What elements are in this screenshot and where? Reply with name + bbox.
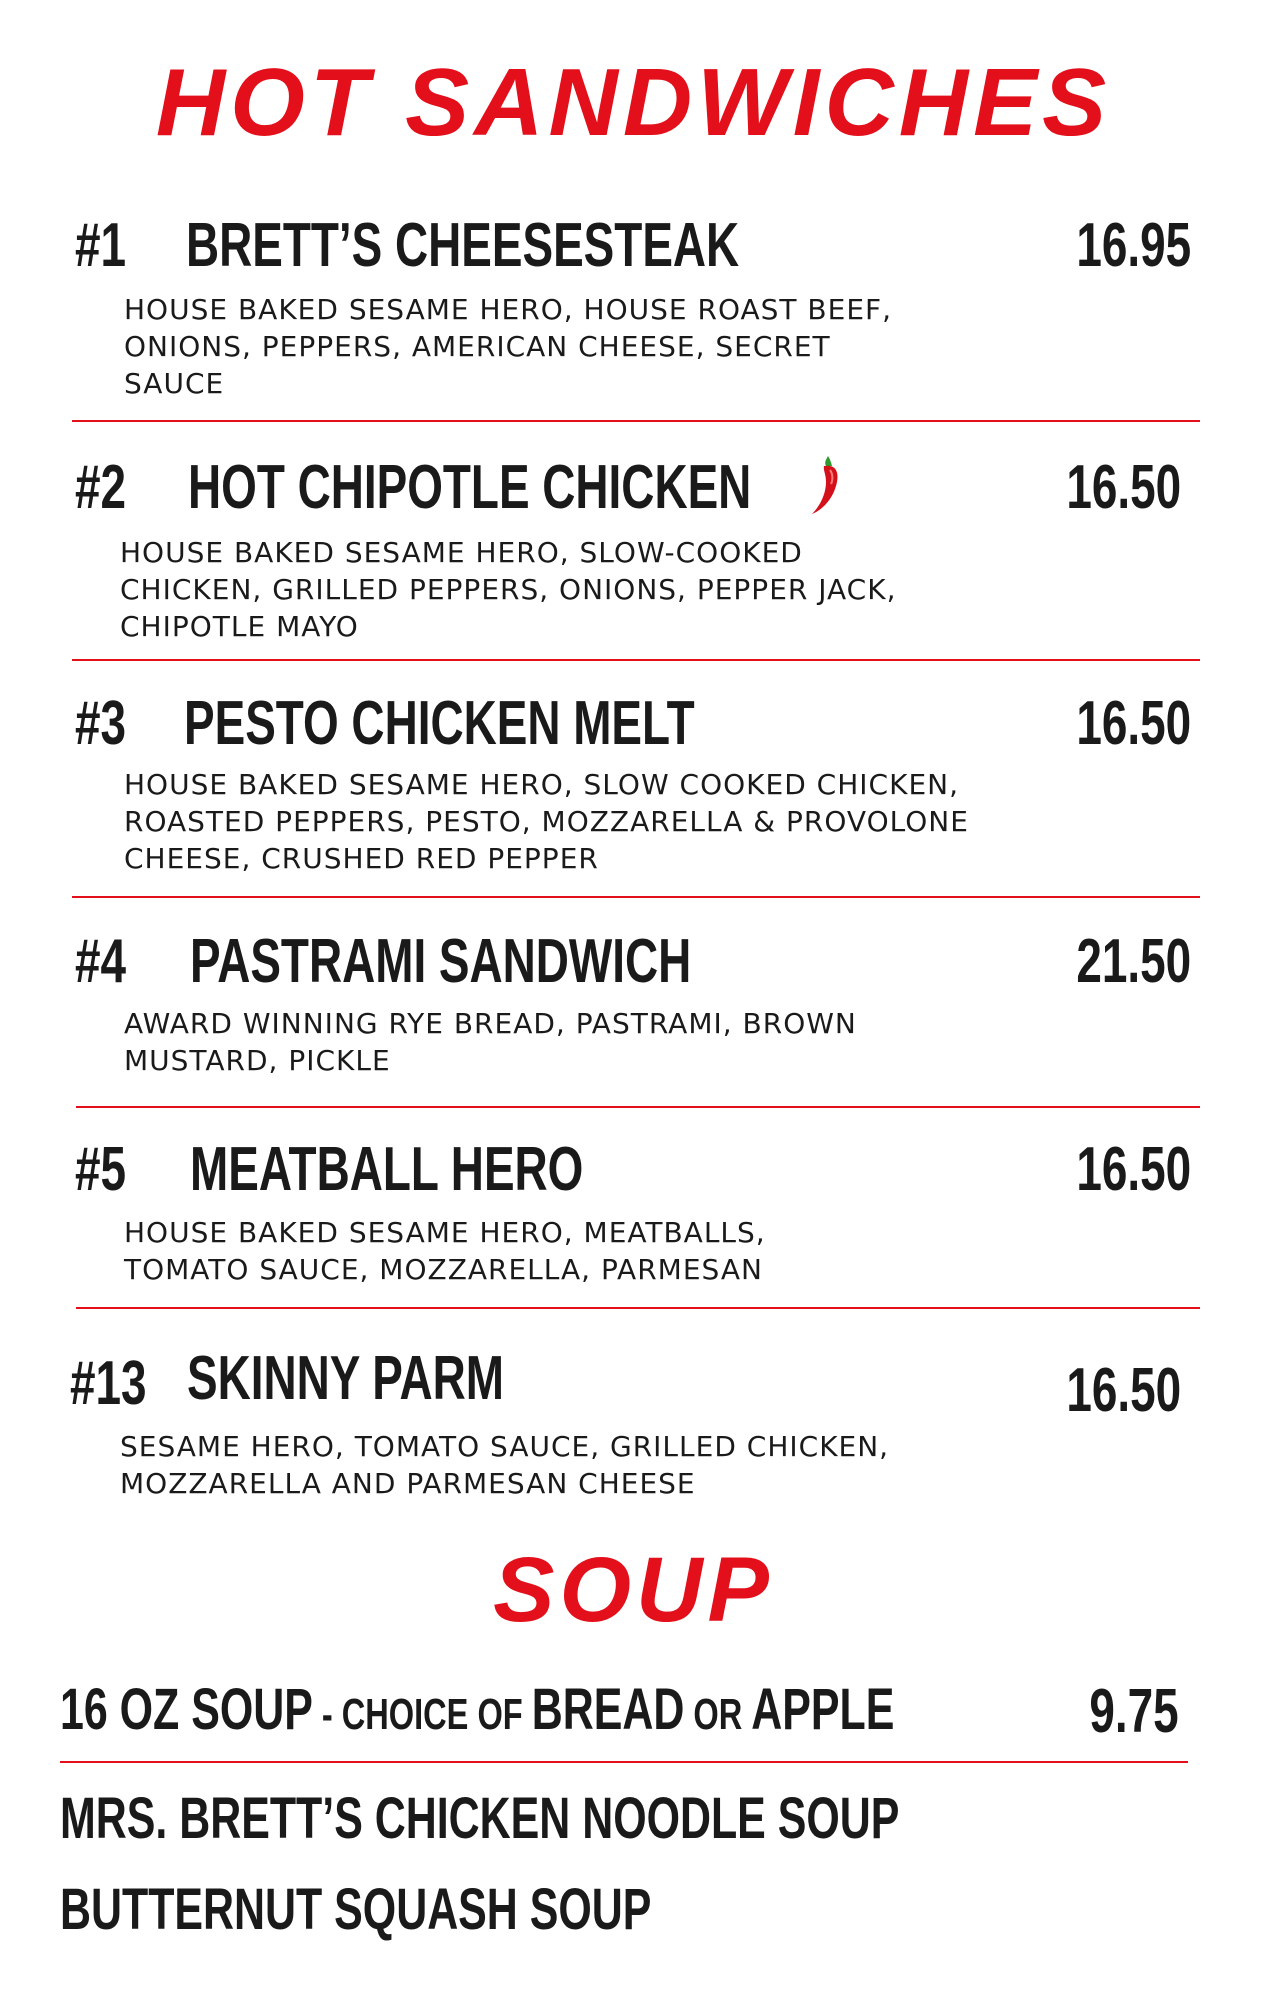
hot-sandwiches-title: HOT SANDWICHES (155, 49, 1112, 156)
soup-size-line (60, 1676, 894, 1743)
item-price: 16.95 (1076, 211, 1191, 280)
item-number: #4 (75, 927, 127, 996)
item-description: HOUSE BAKED SESAME HERO, SLOW-COOKED CHICKEN, GRILLED PEPPERS, ONIONS, PEPPER JACK, CHIPOTLE MAYO (120, 536, 897, 643)
soup-or: OR (684, 1690, 752, 1739)
divider (72, 420, 1200, 422)
divider (72, 896, 1200, 898)
divider (72, 659, 1200, 661)
item-name: HOT CHIPOTLE CHICKEN (188, 453, 752, 522)
item-price: 16.50 (1066, 453, 1181, 522)
divider (76, 1106, 1200, 1108)
item-name: SKINNY PARM (187, 1344, 504, 1413)
item-price: 16.50 (1076, 689, 1191, 758)
item-number: #5 (75, 1135, 127, 1204)
soup-option-chicken-noodle: MRS. BRETT’S CHICKEN NOODLE SOUP (60, 1786, 900, 1851)
soup-option-butternut-squash: BUTTERNUT SQUASH SOUP (60, 1877, 652, 1942)
soup-title: SOUP (493, 1539, 774, 1641)
item-description: SESAME HERO, TOMATO SAUCE, GRILLED CHICKEN, MOZZARELLA AND PARMESAN CHEESE (120, 1430, 890, 1500)
chili-pepper-icon (806, 452, 848, 518)
item-name: PASTRAMI SANDWICH (190, 927, 692, 996)
divider (76, 1307, 1200, 1309)
soup-size: 16 OZ SOUP (60, 1677, 313, 1742)
item-description: HOUSE BAKED SESAME HERO, HOUSE ROAST BEEF, ONIONS, PEPPERS, AMERICAN CHEESE, SECRET SAUCE (124, 293, 893, 400)
soup-price: 9.75 (1089, 1677, 1179, 1746)
soup-apple-option: APPLE (751, 1677, 895, 1742)
item-price: 21.50 (1076, 927, 1191, 996)
item-description: HOUSE BAKED SESAME HERO, SLOW COOKED CHICKEN, ROASTED PEPPERS, PESTO, MOZZARELLA & PROVOLONE CHEESE, CRUSHED RED PEPPER (124, 768, 969, 875)
divider (60, 1761, 1188, 1763)
soup-bread-option: BREAD (531, 1677, 685, 1742)
item-price: 16.50 (1066, 1356, 1181, 1425)
item-description: AWARD WINNING RYE BREAD, PASTRAMI, BROWN MUSTARD, PICKLE (124, 1007, 857, 1077)
soup-choice-prefix: - CHOICE OF (312, 1690, 532, 1739)
item-number: #2 (75, 453, 127, 522)
item-name: PESTO CHICKEN MELT (184, 689, 695, 758)
item-price: 16.50 (1076, 1135, 1191, 1204)
item-description: HOUSE BAKED SESAME HERO, MEATBALLS, TOMATO SAUCE, MOZZARELLA, PARMESAN (124, 1216, 766, 1286)
item-number: #13 (70, 1349, 147, 1418)
item-number: #1 (75, 211, 127, 280)
item-name: MEATBALL HERO (190, 1135, 584, 1204)
item-name: BRETT’S CHEESESTEAK (186, 211, 740, 280)
item-number: #3 (75, 689, 127, 758)
